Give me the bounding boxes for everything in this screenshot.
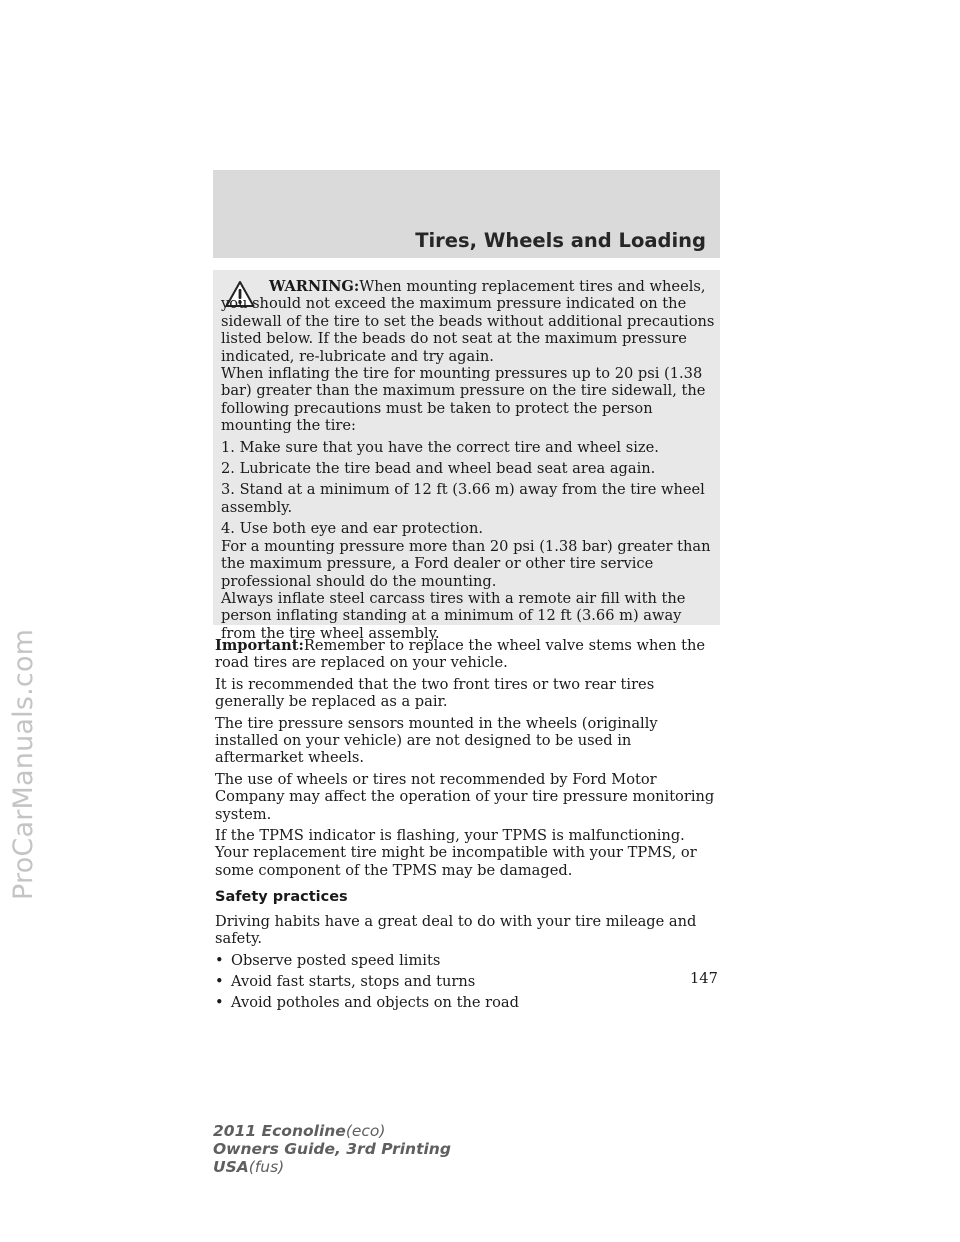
footer-line-model xyxy=(213,1122,451,1140)
footer-model: 2011 Econoline xyxy=(213,1122,346,1140)
list-item-text: Observe posted speed limits xyxy=(231,951,441,969)
body-paragraph: The tire pressure sensors mounted in the wheels (originally installed on your vehicle) are not designed to be used in aftermarket wheels. xyxy=(215,714,658,767)
footer-market-code: (fus) xyxy=(248,1158,285,1176)
warning-step: 3. Stand at a minimum of 12 ft (3.66 m) away from the tire wheel assembly. xyxy=(221,481,705,516)
list-item xyxy=(215,952,720,969)
warning-paragraph: When inflating the tire for mounting pressures up to 20 psi (1.38 bar) greater than the maximum pressure on the tire sidewall, the following precautions must be taken to protect the person mounting the tire: xyxy=(221,365,706,435)
warning-intro-text: When mounting replacement tires and wheels, you should not exceed the maximum pressure indicated on the sidewall of the tire to set the beads without additional precautions listed below. If the beads do not seat at the maximum pressure indicated, re-lubricate and try again. xyxy=(221,278,715,365)
safety-intro: Driving habits have a great deal to do with your tire mileage and safety. xyxy=(215,912,697,948)
important-note xyxy=(215,637,720,672)
warning-intro xyxy=(221,278,716,365)
list-item-text: Avoid potholes and objects on the road xyxy=(231,994,519,1012)
section-header xyxy=(213,170,720,258)
body-paragraph: It is recommended that the two front tires or two rear tires generally be replaced as a pair. xyxy=(215,675,655,711)
warning-step: 1. Make sure that you have the correct tire and wheel size. xyxy=(221,438,659,456)
body-paragraph: If the TPMS indicator is flashing, your TPMS is malfunctioning. Your replacement tire might be incompatible with your TPMS, or some component of the TPMS may be damaged. xyxy=(215,827,697,879)
footer-line-market xyxy=(213,1158,451,1176)
warning-text xyxy=(221,278,716,646)
body-content xyxy=(215,637,720,1016)
warning-paragraph: Always inflate steel carcass tires with a remote air fill with the person inflating standing at a minimum of 12 ft (3.66 m) away from the tire wheel assembly. xyxy=(221,589,686,642)
warning-paragraph: For a mounting pressure more than 20 psi (1.38 bar) greater than the maximum pressure, a Ford dealer or other tire service professional should do the mounting. xyxy=(221,537,711,590)
list-item xyxy=(215,973,720,990)
section-title: Tires, Wheels and Loading xyxy=(415,229,706,252)
bullet-icon: • xyxy=(215,951,224,969)
footer-market: USA xyxy=(213,1158,249,1176)
footer xyxy=(213,1122,451,1176)
body-paragraph: The use of wheels or tires not recommended by Ford Motor Company may affect the operation of your tire pressure monitoring system. xyxy=(215,770,715,823)
watermark: ProCarManuals.com xyxy=(8,628,39,900)
safety-list xyxy=(215,952,720,1012)
important-text: Remember to replace the wheel valve stems when the road tires are replaced on your vehicle. xyxy=(215,637,706,672)
footer-line-guide: Owners Guide, 3rd Printing xyxy=(213,1140,451,1158)
bullet-icon: • xyxy=(215,994,224,1012)
warning-step: 4. Use both eye and ear protection. xyxy=(221,520,483,538)
bullet-icon: • xyxy=(215,972,224,990)
page-number: 147 xyxy=(690,970,718,987)
safety-heading: Safety practices xyxy=(215,889,348,906)
list-item xyxy=(215,994,720,1011)
warning-box xyxy=(213,270,720,642)
important-label: Important: xyxy=(215,637,304,654)
list-item-text: Avoid fast starts, stops and turns xyxy=(231,972,476,990)
warning-label: WARNING: xyxy=(269,278,360,295)
footer-model-code: (eco) xyxy=(345,1122,386,1140)
warning-step: 2. Lubricate the tire bead and wheel bead seat area again. xyxy=(221,460,656,478)
